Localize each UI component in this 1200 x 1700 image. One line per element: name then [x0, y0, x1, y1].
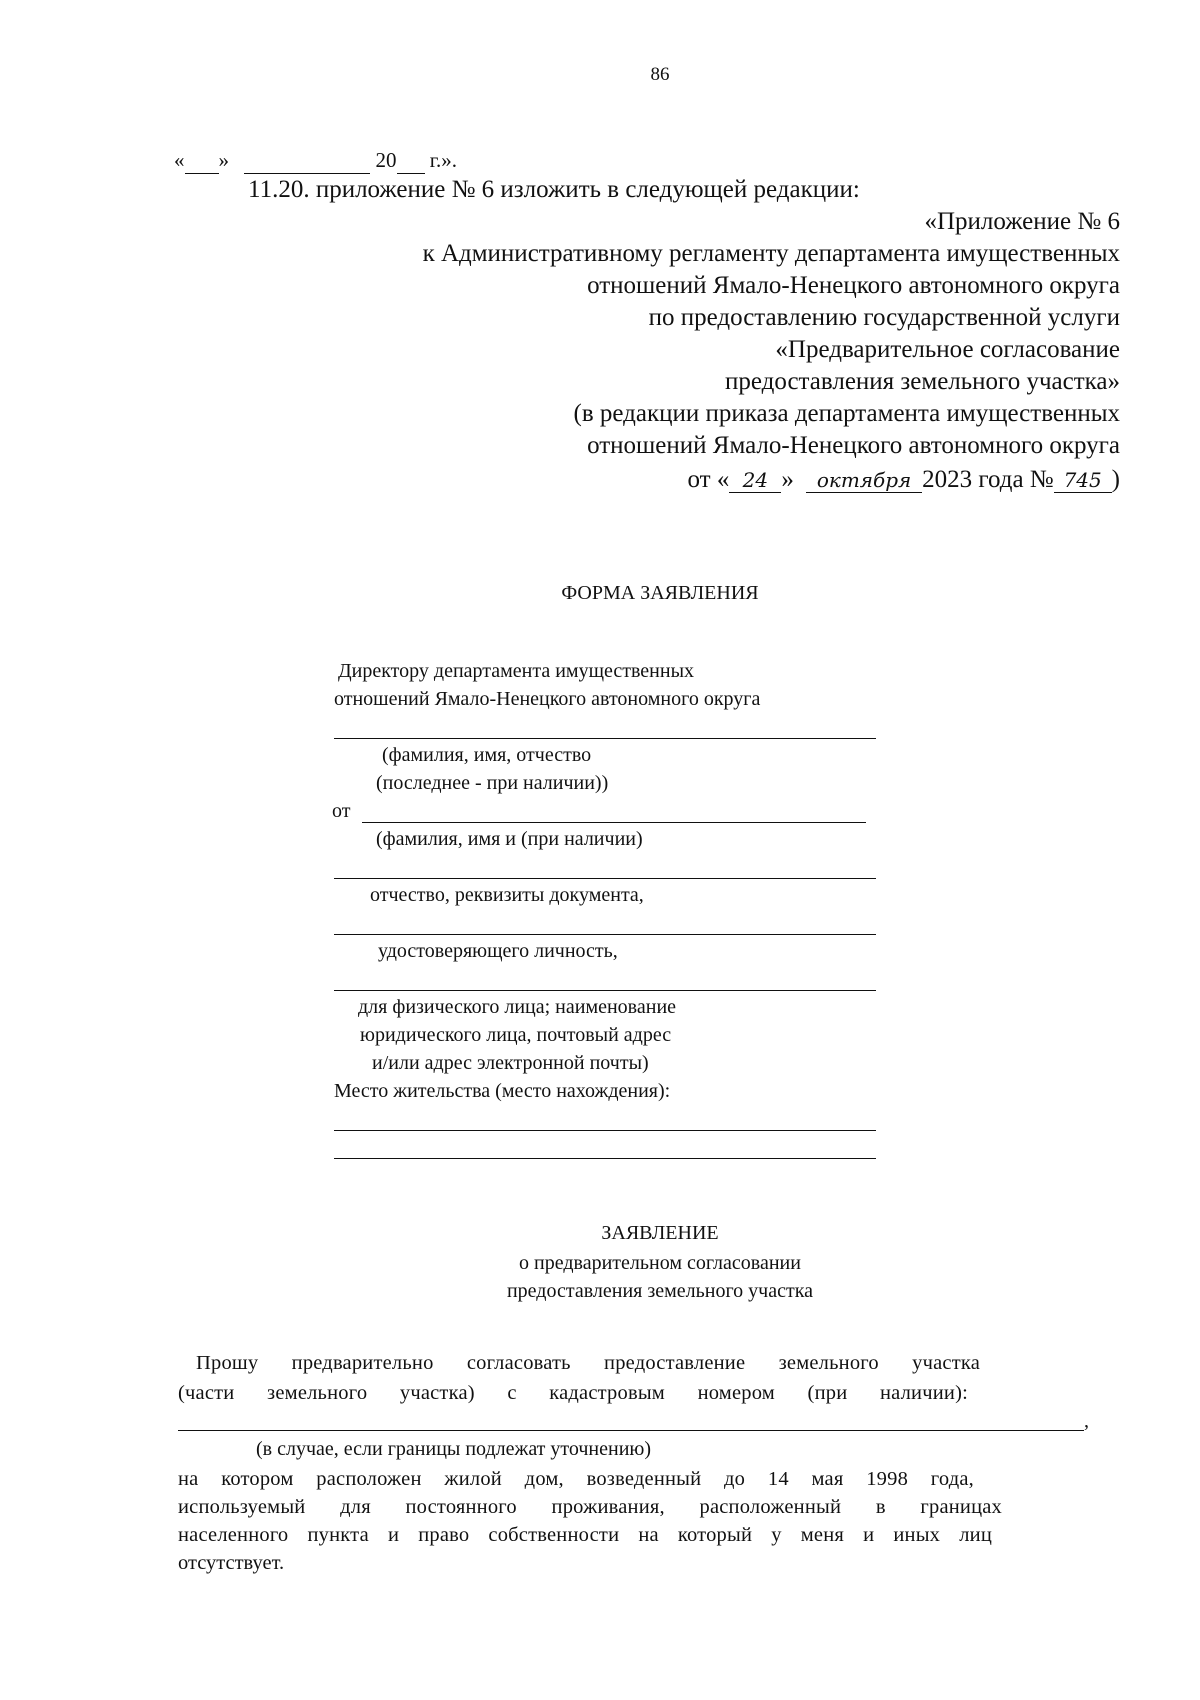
order-close: ) [1111, 466, 1120, 493]
appendix-line-1: «Приложение № 6 [924, 208, 1120, 235]
from-label: от [332, 800, 351, 822]
residence-line-1 [334, 1130, 876, 1131]
appendix-line-5: «Предварительное согласование [775, 336, 1120, 363]
page-number: 86 [650, 64, 670, 85]
appendix-line-4: по предоставлению государственной услуги [648, 304, 1120, 331]
appendix-line-7: (в редакции приказа департамента имущественных [573, 400, 1120, 427]
order-line [687, 466, 1120, 494]
applicant-line-2 [334, 934, 876, 935]
body-line-2: (части земельного участка) с кадастровым номером (при наличии): [178, 1382, 968, 1404]
date-close-quote: » [218, 148, 229, 172]
date-day-blank [185, 148, 219, 174]
date-month-blank [244, 148, 370, 174]
body-line-6: отсутствует. [178, 1552, 285, 1574]
addressee-hint-3: (фамилия, имя и (при наличии) [376, 828, 643, 850]
body-line-4: используемый для постоянного проживания, расположенный в границах [178, 1496, 1002, 1518]
statement-subtitle-1: о предварительном согласовании [519, 1252, 801, 1274]
body-line-5: населенного пункта и право собственности на который у меня и иных лиц [178, 1524, 992, 1546]
order-day-handwritten: 24 [729, 468, 781, 493]
residence-label: Место жительства (место нахождения): [334, 1080, 671, 1102]
date-open-quote: « [174, 148, 185, 172]
body-line-1: Прошу предварительно согласовать предоставление земельного участка [196, 1352, 980, 1374]
date-year-prefix: 20 [375, 148, 397, 172]
date-year-suffix: г.». [429, 148, 457, 172]
appendix-line-3: отношений Ямало-Ненецкого автономного округа [587, 272, 1120, 299]
appendix-line-6: предоставления земельного участка» [724, 368, 1120, 395]
addressee-hint-6: для физического лица; наименование [358, 996, 677, 1018]
instruction-line: 11.20. приложение № 6 изложить в следующей редакции: [248, 176, 860, 203]
applicant-line-3 [334, 990, 876, 991]
statement-title: ЗАЯВЛЕНИЕ [601, 1222, 719, 1244]
date-year-blank [397, 148, 425, 174]
addressee-hint-1: (фамилия, имя, отчество [382, 744, 592, 766]
form-title: ФОРМА ЗАЯВЛЕНИЯ [561, 582, 759, 604]
appendix-line-8: отношений Ямало-Ненецкого автономного округа [587, 432, 1120, 459]
order-prefix: от « [687, 466, 730, 493]
order-quote-close: » [781, 466, 794, 493]
residence-line-2 [334, 1158, 876, 1159]
addressee-line-2: отношений Ямало-Ненецкого автономного округа [334, 688, 761, 710]
cadastral-line-end: , [1084, 1410, 1089, 1432]
addressee-hint-5: удостоверяющего личность, [378, 940, 618, 962]
addressee-hint-7: юридического лица, почтовый адрес [360, 1024, 672, 1046]
applicant-line-1 [334, 878, 876, 879]
addressee-hint-2: (последнее - при наличии)) [376, 772, 609, 794]
order-year-text: 2023 года № [922, 466, 1054, 493]
addressee-line-1: Директору департамента имущественных [338, 660, 695, 682]
cadastral-number-line [178, 1430, 1084, 1431]
body-line-3: на котором расположен жилой дом, возведенный до 14 мая 1998 года, [178, 1468, 974, 1490]
appendix-line-2: к Административному регламенту департамента имущественных [422, 240, 1120, 267]
date-line [174, 148, 457, 174]
statement-subtitle-2: предоставления земельного участка [506, 1280, 814, 1302]
order-month-handwritten: октября [806, 468, 922, 493]
order-number-handwritten: 745 [1054, 468, 1112, 493]
addressee-name-line [334, 738, 876, 739]
from-line [362, 822, 866, 823]
addressee-hint-8: и/или адрес электронной почты) [372, 1052, 649, 1074]
cadastral-note: (в случае, если границы подлежат уточнению) [256, 1438, 652, 1460]
addressee-hint-4: отчество, реквизиты документа, [370, 884, 644, 906]
